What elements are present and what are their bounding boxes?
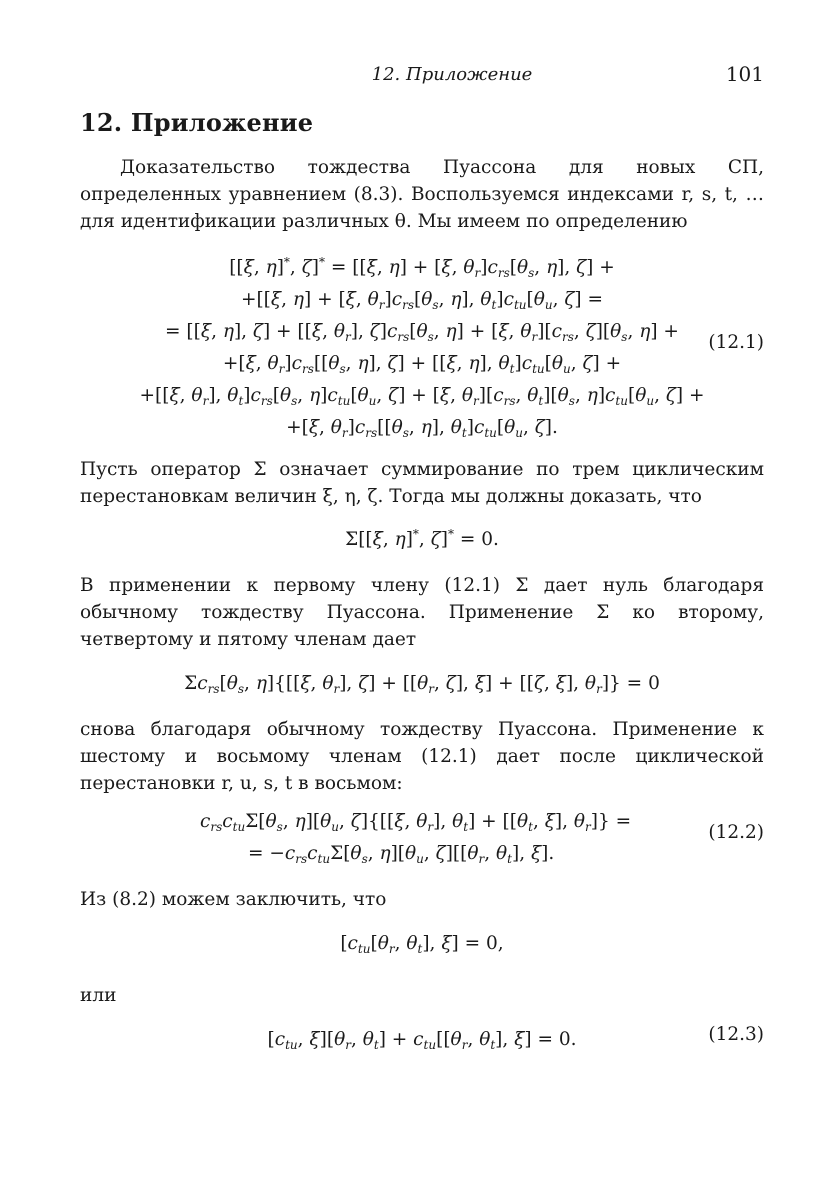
paragraph-sixth-eighth: снова благодаря обычному тождеству Пуассона. Применение к шестому и восьмому членам (12.1) дает после циклической перестановки r, u, s, t в восьмом: [80, 719, 764, 794]
paragraph-from-8-2: Из (8.2) можем заключить, что [80, 889, 387, 910]
equation-number: (12.3) [708, 1024, 764, 1045]
section-title: 12. Приложение [80, 108, 314, 137]
paragraph-or: или [80, 985, 117, 1006]
equation-12-2: $c_{rs}c_{tu}\Sigma[\theta_s$, $\eta][\theta_u$, ζ]{[[ξ, $\theta_r$], $\theta_t] + [[\theta_t$, ξ], $\theta_r$]} = = $-c_{rs}c_{tu}\Sigma[\theta_s$, $\eta][\theta_u$, $\zeta][[\theta_r$, $\theta_t$], ξ]. (12.2) [200, 811, 764, 866]
equation-sigma: Σ[[ξ, η]*, ζ]* = 0. [345, 527, 499, 550]
equation-12-1: [[ξ, η]*, ζ]* = [[ξ, η] + [ξ, $\theta_r]c_{rs}[\theta_s$, η], ζ] + +[[ξ, η] + [ξ, $\theta_r]c_{rs}[\theta_s$, η], $\theta_t]c_{tu}[\theta_u$, ζ] = = [[ξ, η], ζ] + [[ξ, $\theta_r$], $\zeta]c_{rs}[\theta_s$, η] + [ξ, $\theta_r][c_{rs}$, $\zeta][\theta_s$, η] + +[ξ, $\theta_r]c_{rs}[[\theta_s$, η], ζ] + [[ξ, η], $\theta_t]c_{tu}[\theta_u$, ζ] + +[[ξ, $\theta_r$], $\theta_t]c_{rs}[\theta_s$, $\eta]c_{tu}[\theta_u$, ζ] + [ξ, $\theta_r][c_{rs}$, $\theta_t][\theta_s$, $\eta]c_{tu}[\theta_u$, ζ] + +[ξ, $\theta_r]c_{rs}[[\theta_s$, η], $\theta_t]c_{tu}[\theta_u$, ζ]. (12.1) [139, 255, 764, 440]
equation-12-3: [$c_{tu}$, $\xi][\theta_r$, $\theta_t] + c_{tu}[[\theta_r$, $\theta_t$], ξ] = 0. (12.3) [267, 1024, 764, 1052]
paragraph-intro: Доказательство тождества Пуассона для новых СП, определенных уравнением (8.3). Воспользуемся индексами r, s, t, … для идентификации различных θ. Мы имеем по определению [80, 157, 764, 232]
page-number: 101 [725, 62, 764, 86]
equation-sigma-crs: $\Sigma c_{rs}[\theta_s$, η]{[[ξ, $\theta_r$], $\zeta] + [[\theta_r$, ζ], ξ] + [[ζ, ξ], $\theta_r]\} = 0$ [184, 673, 660, 696]
equation-number: (12.1) [708, 332, 764, 353]
paragraph-first-term: В применении к первому члену (12.1) Σ дает нуль благодаря обычному тождеству Пуассона. Применение Σ ко второму, четвертому и пятому членам дает [80, 575, 764, 650]
running-head-title: 12. Приложение [371, 64, 533, 85]
running-head [80, 64, 764, 90]
equation-number: (12.2) [708, 822, 764, 843]
equation-ctu-zero: [$c_{tu}[\theta_r$, $\theta_t$], ξ] = 0, [340, 933, 504, 956]
paragraph-sigma: Пусть оператор Σ означает суммирование по трем циклическим перестановкам величин ξ, η, ζ. Тогда мы должны доказать, что [80, 459, 764, 507]
